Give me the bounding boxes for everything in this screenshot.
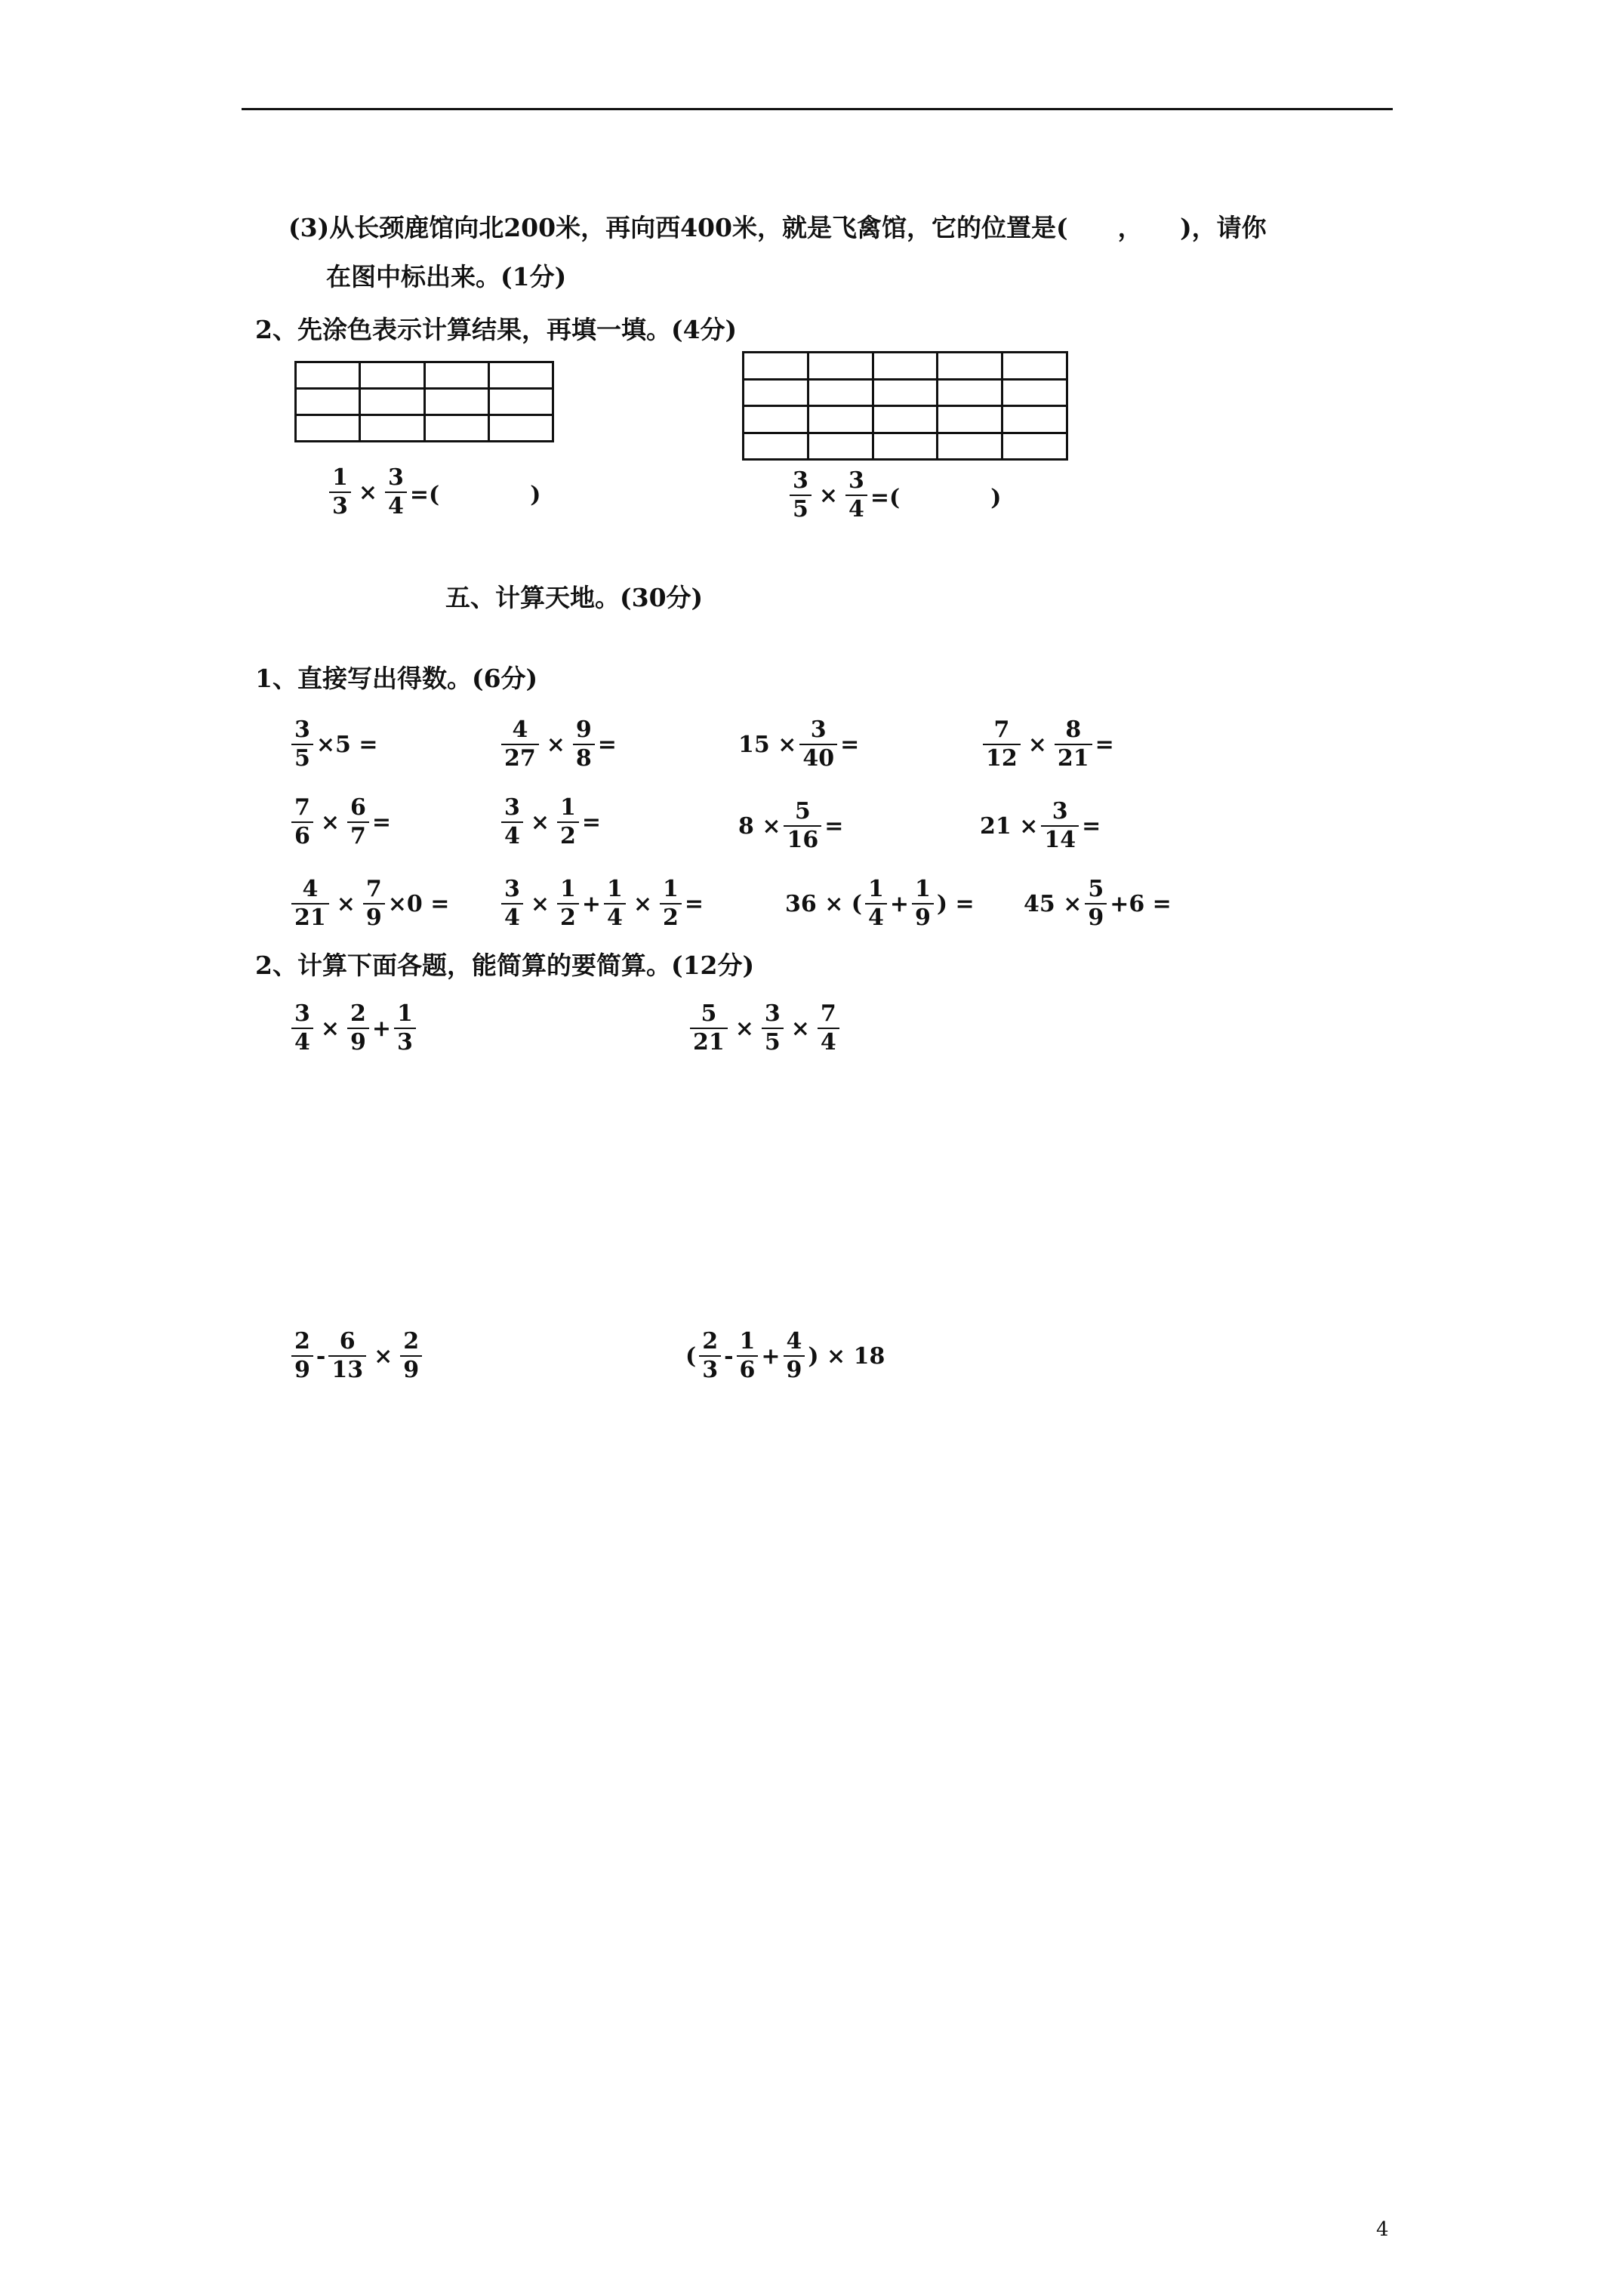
fraction: $\frac{4}{27}$ xyxy=(501,719,539,770)
direct-expr-3: 15 × $\frac{3}{40}$ = xyxy=(738,717,860,772)
direct-expr-2: $\frac{4}{27}$ × $\frac{9}{8}$ = xyxy=(498,719,617,770)
fraction: $\frac{1}{4}$ xyxy=(604,878,626,929)
fraction: $\frac{5}{16}$ xyxy=(784,800,821,852)
fraction: 1 6 xyxy=(737,1330,759,1382)
fraction: $\frac{3}{5}$ xyxy=(790,470,812,521)
calc-expr-1: $\frac{3}{4}$ × $\frac{2}{9}$ + $\frac{1}{3}$ xyxy=(288,1003,419,1054)
calc-expr-4: ( 2 3 - 1 6 + $\frac{4}{9}$ ) × 18 xyxy=(685,1328,885,1383)
fraction: $\frac{3}{5}$ xyxy=(291,719,313,770)
fraction: 1 4 xyxy=(865,878,887,929)
fraction: 2 9 xyxy=(291,1330,313,1382)
fraction: $\frac{2}{9}$ xyxy=(347,1003,369,1054)
answer-blank[interactable]: =( ) xyxy=(870,485,1002,511)
fraction: $\frac{7}{6}$ xyxy=(291,797,313,848)
q2-shading-title: 2、先涂色表示计算结果，再填一填。(4分) xyxy=(255,315,738,344)
fraction: $\frac{5}{21}$ xyxy=(690,1003,728,1054)
direct-expr-6: $\frac{3}{4}$ × $\frac{1}{2}$ = xyxy=(498,797,601,848)
direct-expr-4: $\frac{7}{12}$ × $\frac{8}{21}$ = xyxy=(980,719,1114,770)
q3-text-line2: 在图中标出来。(1分) xyxy=(326,262,567,291)
shading-grid-right[interactable] xyxy=(742,351,1068,461)
fraction: $\frac{7}{12}$ xyxy=(983,719,1021,770)
fraction: 2 3 xyxy=(699,1330,721,1382)
q1-direct-title: 1、直接写出得数。(6分) xyxy=(255,664,538,693)
answer-blank[interactable]: =( ) xyxy=(409,482,541,508)
direct-expr-10: $\frac{3}{4}$ × $\frac{1}{2}$ + $\frac{1}{4}$ × $\frac{1}{2}$ = xyxy=(498,878,704,929)
fraction: $\frac{2}{9}$ xyxy=(400,1330,422,1382)
direct-expr-12: 45 × $\frac{5}{9}$ +6 = xyxy=(1024,876,1172,931)
direct-expr-1: $\frac{3}{5}$ ×5 = xyxy=(288,719,377,770)
fraction: $\frac{6}{13}$ xyxy=(328,1330,366,1382)
fraction: $\frac{5}{9}$ xyxy=(1085,878,1107,929)
q2-calc-title: 2、计算下面各题，能简算的要简算。(12分) xyxy=(255,951,755,980)
fraction: $\frac{3}{4}$ xyxy=(385,467,407,518)
direct-expr-7: 8 × $\frac{5}{16}$ = xyxy=(738,798,844,853)
fraction: $\frac{3}{5}$ xyxy=(762,1003,784,1054)
fraction: $\frac{4}{9}$ xyxy=(784,1330,805,1382)
direct-expr-9: $\frac{4}{21}$ × $\frac{7}{9}$ ×0 = xyxy=(288,878,449,929)
calc-expr-2: $\frac{5}{21}$ × $\frac{3}{5}$ × $\frac{7}{4}$ xyxy=(687,1003,842,1054)
fraction: $\frac{1}{2}$ xyxy=(557,797,579,848)
page-number: 4 xyxy=(1376,2218,1389,2241)
fraction: $\frac{8}{21}$ xyxy=(1055,719,1092,770)
calc-expr-3: 2 9 - $\frac{6}{13}$ × $\frac{2}{9}$ xyxy=(288,1330,425,1382)
fraction: $\frac{3}{4}$ xyxy=(291,1003,313,1054)
fraction: $\frac{6}{7}$ xyxy=(347,797,369,848)
fraction: $\frac{9}{8}$ xyxy=(573,719,595,770)
q3-text-line1: (3)从长颈鹿馆向北200米，再向西400米，就是飞禽馆，它的位置是( ， )，请你 xyxy=(288,213,1267,242)
fraction: $\frac{3}{40}$ xyxy=(799,719,837,770)
shading-grid-left[interactable] xyxy=(294,361,554,442)
direct-expr-11: 36 × ( 1 4 + $\frac{1}{9}$ ) = xyxy=(785,876,975,931)
fraction: $\frac{1}{2}$ xyxy=(557,878,579,929)
section-five-title: 五、计算天地。(30分) xyxy=(445,583,704,612)
fraction: $\frac{1}{9}$ xyxy=(912,878,934,929)
shade-expression-right: $\frac{3}{5}$ × $\frac{3}{4}$ =( ) xyxy=(787,470,1001,521)
fraction: $\frac{3}{14}$ xyxy=(1041,800,1079,852)
fraction: $\frac{4}{21}$ xyxy=(291,878,329,929)
fraction: $\frac{7}{9}$ xyxy=(363,878,385,929)
fraction: $\frac{3}{4}$ xyxy=(845,470,867,521)
fraction: $\frac{7}{4}$ xyxy=(818,1003,839,1054)
fraction: $\frac{3}{4}$ xyxy=(501,878,523,929)
header-rule xyxy=(242,108,1393,110)
shade-expression-left: $\frac{1}{3}$ × $\frac{3}{4}$ =( ) xyxy=(326,467,540,518)
fraction: $\frac{1}{3}$ xyxy=(394,1003,416,1054)
fraction: $\frac{3}{4}$ xyxy=(501,797,523,848)
direct-expr-5: $\frac{7}{6}$ × $\frac{6}{7}$ = xyxy=(288,797,391,848)
fraction: $\frac{1}{2}$ xyxy=(660,878,682,929)
fraction: $\frac{1}{3}$ xyxy=(329,467,351,518)
direct-expr-8: 21 × $\frac{3}{14}$ = xyxy=(980,798,1101,853)
